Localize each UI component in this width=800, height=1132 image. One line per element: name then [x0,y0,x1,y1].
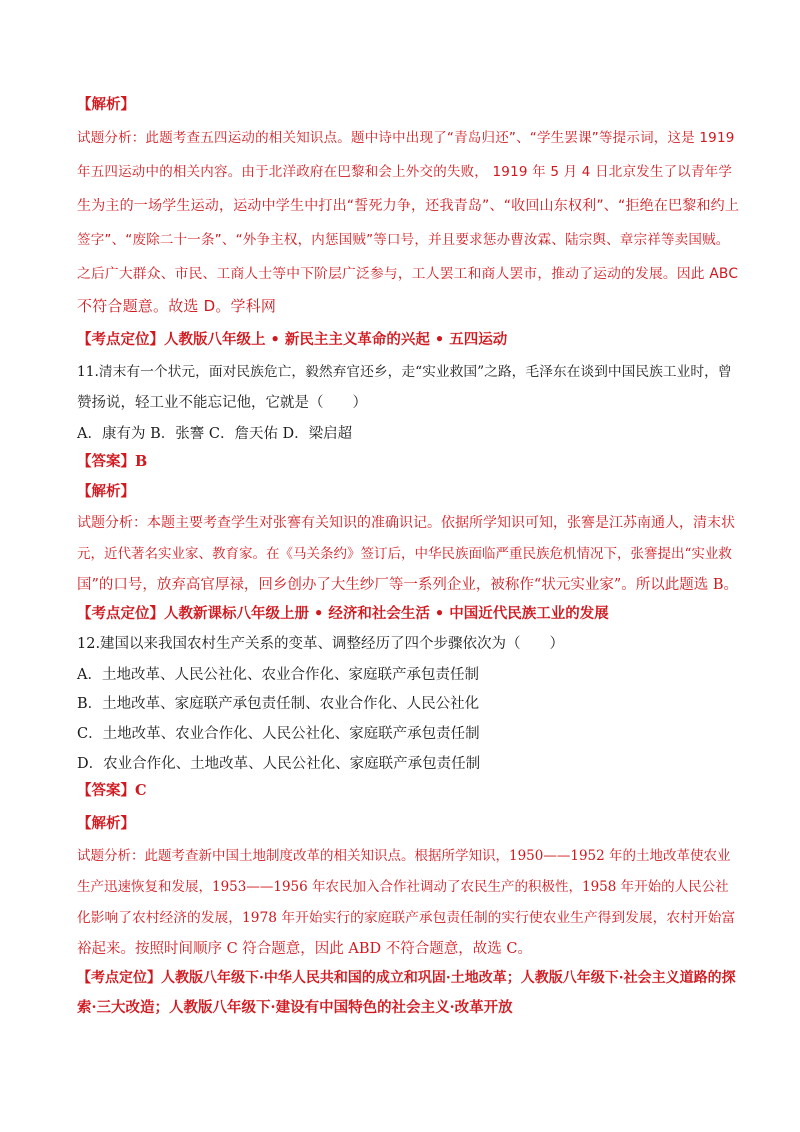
q12-stem: 12.建国以来我国农村生产关系的变革、调整经历了四个步骤依次为（ ） [77,636,565,652]
q11-kaodian: 【考点定位】人教新课标八年级上册 • 经济和社会生活 • 中国近代民族工业的发展 [77,605,609,622]
q10-analysis-line: 年五四运动中的相关内容。由于北洋政府在巴黎和会上外交的失败， 1919 年 5 月 4 日北京发生了以青年学 [77,164,733,180]
q11-options: A．康有为 B．张謇 C．詹天佑 D．梁启超 [77,426,353,442]
q12-analysis-line: 生产迅速恢复和发展，1953——1956 年农民加入合作社调动了农民生产的积极性，1958 年开始的人民公社 [77,879,729,895]
q12-kaodian-line: 【考点定位】人教版八年级下·中华人民共和国的成立和巩固·土地改革；人教版八年级下·社会主义道路的探 [77,970,736,986]
q12-analysis-line: 裕起来。按照时间顺序 C 符合题意，因此 ABD 不符合题意，故选 C。 [77,941,532,957]
q12-option-d: D．农业合作化、土地改革、人民公社化、家庭联产承包责任制 [77,756,481,772]
q12-option-b: B．土地改革、家庭联产承包责任制、农业合作化、人民公社化 [77,696,480,712]
q10-analysis-line: 不符合题意。故选 D。学科网 [77,297,277,315]
q10-kaodian: 【考点定位】人教版八年级上 • 新民主主义革命的兴起 • 五四运动 [77,331,508,348]
q11-analysis-line: 试题分析：本题主要考查学生对张謇有关知识的准确识记。依据所学知识可知，张謇是江苏南通人，清末状 [77,515,735,531]
q11-jiexi-label: 【解析】 [77,483,135,500]
q12-option-c: C．土地改革、农业合作化、人民公社化、家庭联产承包责任制 [77,726,480,742]
q12-option-a: A．土地改革、人民公社化、农业合作化、家庭联产承包责任制 [77,667,479,683]
q10-analysis-line: 签字”、“废除二十一条”、“外争主权，内惩国贼”等口号，并且要求惩办曹汝霖、陆宗舆、章宗祥等卖国贼。 [77,232,730,248]
q10-analysis-line: 试题分析：此题考查五四运动的相关知识点。题中诗中出现了“青岛归还”、“学生罢课”等提示词，这是 1919 [77,130,735,146]
q11-analysis-line: 国”的口号，放弃高官厚禄，回乡创办了大生纱厂等一系列企业，被称作“状元实业家”。所以此题选 B。 [77,577,738,593]
q10-analysis-line: 生为主的一场学生运动，运动中学生中打出“誓死力争，还我青岛”、“收回山东权利”、“拒绝在巴黎和约上 [77,198,740,214]
q12-analysis-line: 试题分析：此题考查新中国土地制度改革的相关知识点。根据所学知识，1950——1952 年的土地改革使农业 [77,848,731,864]
q12-kaodian-line: 索·三大改造；人教版八年级下·建设有中国特色的社会主义·改革开放 [77,999,513,1016]
q12-jiexi-label: 【解析】 [77,815,135,832]
q10-analysis-line: 之后广大群众、市民、工商人士等中下阶层广泛参与，工人罢工和商人罢市，推动了运动的发展。因此 ABC [77,266,739,282]
q11-answer: 【答案】B [77,453,148,470]
q11-stem-line: 赞扬说，轻工业不能忘记他，它就是（ ） [77,395,367,411]
q12-analysis-line: 化影响了农村经济的发展，1978 年开始实行的家庭联产承包责任制的实行使农业生产得到发展，农村开始富 [77,910,736,926]
q12-answer: 【答案】C [77,782,147,799]
q11-analysis-line: 元，近代著名实业家、教育家。在《马关条约》签订后，中华民族面临严重民族危机情况下，张謇提出“实业救 [77,546,732,562]
q10-jiexi-label: 【解析】 [77,96,135,113]
q11-stem-line: 11.清末有一个状元，面对民族危亡，毅然弃官还乡，走“实业救国”之路，毛泽东在谈到中国民族工业时，曾 [77,364,732,380]
